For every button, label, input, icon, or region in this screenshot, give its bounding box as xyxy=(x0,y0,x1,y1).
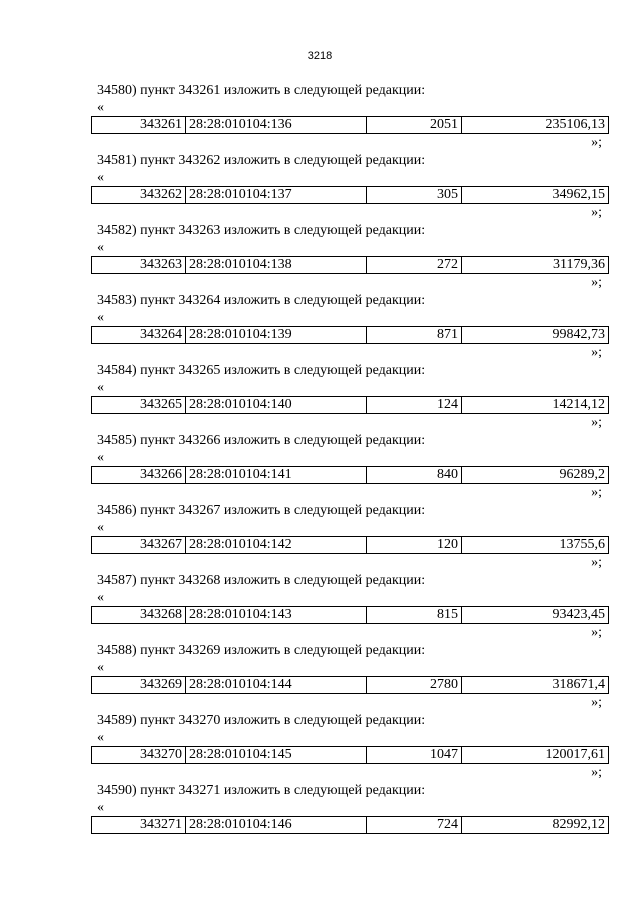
page-number: 3218 xyxy=(307,50,333,62)
item-number-cell: 343261 xyxy=(92,117,186,134)
entries-list xyxy=(0,83,640,853)
close-quote: »; xyxy=(591,555,602,570)
entry-34590 xyxy=(0,783,640,853)
open-quote: « xyxy=(97,310,104,325)
table-row xyxy=(92,257,609,274)
open-quote: « xyxy=(97,450,104,465)
entry-heading: 34587) пункт 343268 изложить в следующей редакции: xyxy=(97,573,426,588)
close-quote: »; xyxy=(591,135,602,150)
entry-table xyxy=(91,466,609,484)
table-row xyxy=(92,747,609,764)
entry-34585 xyxy=(0,433,640,503)
entry-table xyxy=(91,186,609,204)
entry-34583 xyxy=(0,293,640,363)
area-cell: 724 xyxy=(367,817,462,834)
cadastral-number-cell: 28:28:010104:145 xyxy=(186,747,367,764)
item-number-cell: 343268 xyxy=(92,607,186,624)
entry-34588 xyxy=(0,643,640,713)
table-row xyxy=(92,677,609,694)
area-cell: 815 xyxy=(367,607,462,624)
close-quote: »; xyxy=(591,765,602,780)
entry-table xyxy=(91,396,609,414)
cadastral-number-cell: 28:28:010104:146 xyxy=(186,817,367,834)
entry-34580 xyxy=(0,83,640,153)
entry-heading: 34585) пункт 343266 изложить в следующей редакции: xyxy=(97,433,426,448)
table-row xyxy=(92,397,609,414)
table-row xyxy=(92,537,609,554)
area-cell: 2051 xyxy=(367,117,462,134)
cadastral-number-cell: 28:28:010104:138 xyxy=(186,257,367,274)
item-number-cell: 343271 xyxy=(92,817,186,834)
cadastral-number-cell: 28:28:010104:141 xyxy=(186,467,367,484)
cadastral-number-cell: 28:28:010104:142 xyxy=(186,537,367,554)
open-quote: « xyxy=(97,170,104,185)
cadastral-number-cell: 28:28:010104:137 xyxy=(186,187,367,204)
entry-table xyxy=(91,326,609,344)
entry-table xyxy=(91,256,609,274)
entry-heading: 34583) пункт 343264 изложить в следующей редакции: xyxy=(97,293,426,308)
cadastral-number-cell: 28:28:010104:136 xyxy=(186,117,367,134)
entry-heading: 34580) пункт 343261 изложить в следующей редакции: xyxy=(97,83,426,98)
area-cell: 2780 xyxy=(367,677,462,694)
value-cell: 96289,2 xyxy=(462,467,609,484)
entry-table xyxy=(91,536,609,554)
close-quote: »; xyxy=(591,205,602,220)
open-quote: « xyxy=(97,660,104,675)
close-quote: »; xyxy=(591,695,602,710)
value-cell: 82992,12 xyxy=(462,817,609,834)
area-cell: 871 xyxy=(367,327,462,344)
table-row xyxy=(92,817,609,834)
entry-heading: 34584) пункт 343265 изложить в следующей редакции: xyxy=(97,363,426,378)
table-row xyxy=(92,327,609,344)
entry-34584 xyxy=(0,363,640,433)
area-cell: 1047 xyxy=(367,747,462,764)
entry-table xyxy=(91,676,609,694)
close-quote: »; xyxy=(591,485,602,500)
value-cell: 13755,6 xyxy=(462,537,609,554)
area-cell: 120 xyxy=(367,537,462,554)
entry-34582 xyxy=(0,223,640,293)
area-cell: 124 xyxy=(367,397,462,414)
table-row xyxy=(92,607,609,624)
entry-heading: 34582) пункт 343263 изложить в следующей редакции: xyxy=(97,223,426,238)
entry-heading: 34586) пункт 343267 изложить в следующей редакции: xyxy=(97,503,426,518)
value-cell: 93423,45 xyxy=(462,607,609,624)
cadastral-number-cell: 28:28:010104:140 xyxy=(186,397,367,414)
open-quote: « xyxy=(97,520,104,535)
open-quote: « xyxy=(97,590,104,605)
entry-table xyxy=(91,606,609,624)
value-cell: 34962,15 xyxy=(462,187,609,204)
entry-table xyxy=(91,746,609,764)
item-number-cell: 343263 xyxy=(92,257,186,274)
entry-heading: 34590) пункт 343271 изложить в следующей редакции: xyxy=(97,783,426,798)
item-number-cell: 343262 xyxy=(92,187,186,204)
item-number-cell: 343270 xyxy=(92,747,186,764)
close-quote: »; xyxy=(591,345,602,360)
table-row xyxy=(92,467,609,484)
value-cell: 235106,13 xyxy=(462,117,609,134)
entry-heading: 34589) пункт 343270 изложить в следующей редакции: xyxy=(97,713,426,728)
value-cell: 318671,4 xyxy=(462,677,609,694)
item-number-cell: 343269 xyxy=(92,677,186,694)
value-cell: 31179,36 xyxy=(462,257,609,274)
item-number-cell: 343266 xyxy=(92,467,186,484)
item-number-cell: 343265 xyxy=(92,397,186,414)
cadastral-number-cell: 28:28:010104:144 xyxy=(186,677,367,694)
value-cell: 99842,73 xyxy=(462,327,609,344)
entry-34589 xyxy=(0,713,640,783)
entry-table xyxy=(91,816,609,834)
close-quote: »; xyxy=(591,625,602,640)
table-row xyxy=(92,117,609,134)
open-quote: « xyxy=(97,240,104,255)
entry-heading: 34581) пункт 343262 изложить в следующей редакции: xyxy=(97,153,426,168)
item-number-cell: 343264 xyxy=(92,327,186,344)
area-cell: 840 xyxy=(367,467,462,484)
area-cell: 305 xyxy=(367,187,462,204)
cadastral-number-cell: 28:28:010104:143 xyxy=(186,607,367,624)
entry-34587 xyxy=(0,573,640,643)
entry-table xyxy=(91,116,609,134)
open-quote: « xyxy=(97,800,104,815)
close-quote: »; xyxy=(591,415,602,430)
open-quote: « xyxy=(97,380,104,395)
item-number-cell: 343267 xyxy=(92,537,186,554)
entry-34586 xyxy=(0,503,640,573)
value-cell: 120017,61 xyxy=(462,747,609,764)
entry-heading: 34588) пункт 343269 изложить в следующей редакции: xyxy=(97,643,426,658)
entry-34581 xyxy=(0,153,640,223)
table-row xyxy=(92,187,609,204)
open-quote: « xyxy=(97,730,104,745)
close-quote: »; xyxy=(591,275,602,290)
cadastral-number-cell: 28:28:010104:139 xyxy=(186,327,367,344)
value-cell: 14214,12 xyxy=(462,397,609,414)
area-cell: 272 xyxy=(367,257,462,274)
open-quote: « xyxy=(97,100,104,115)
